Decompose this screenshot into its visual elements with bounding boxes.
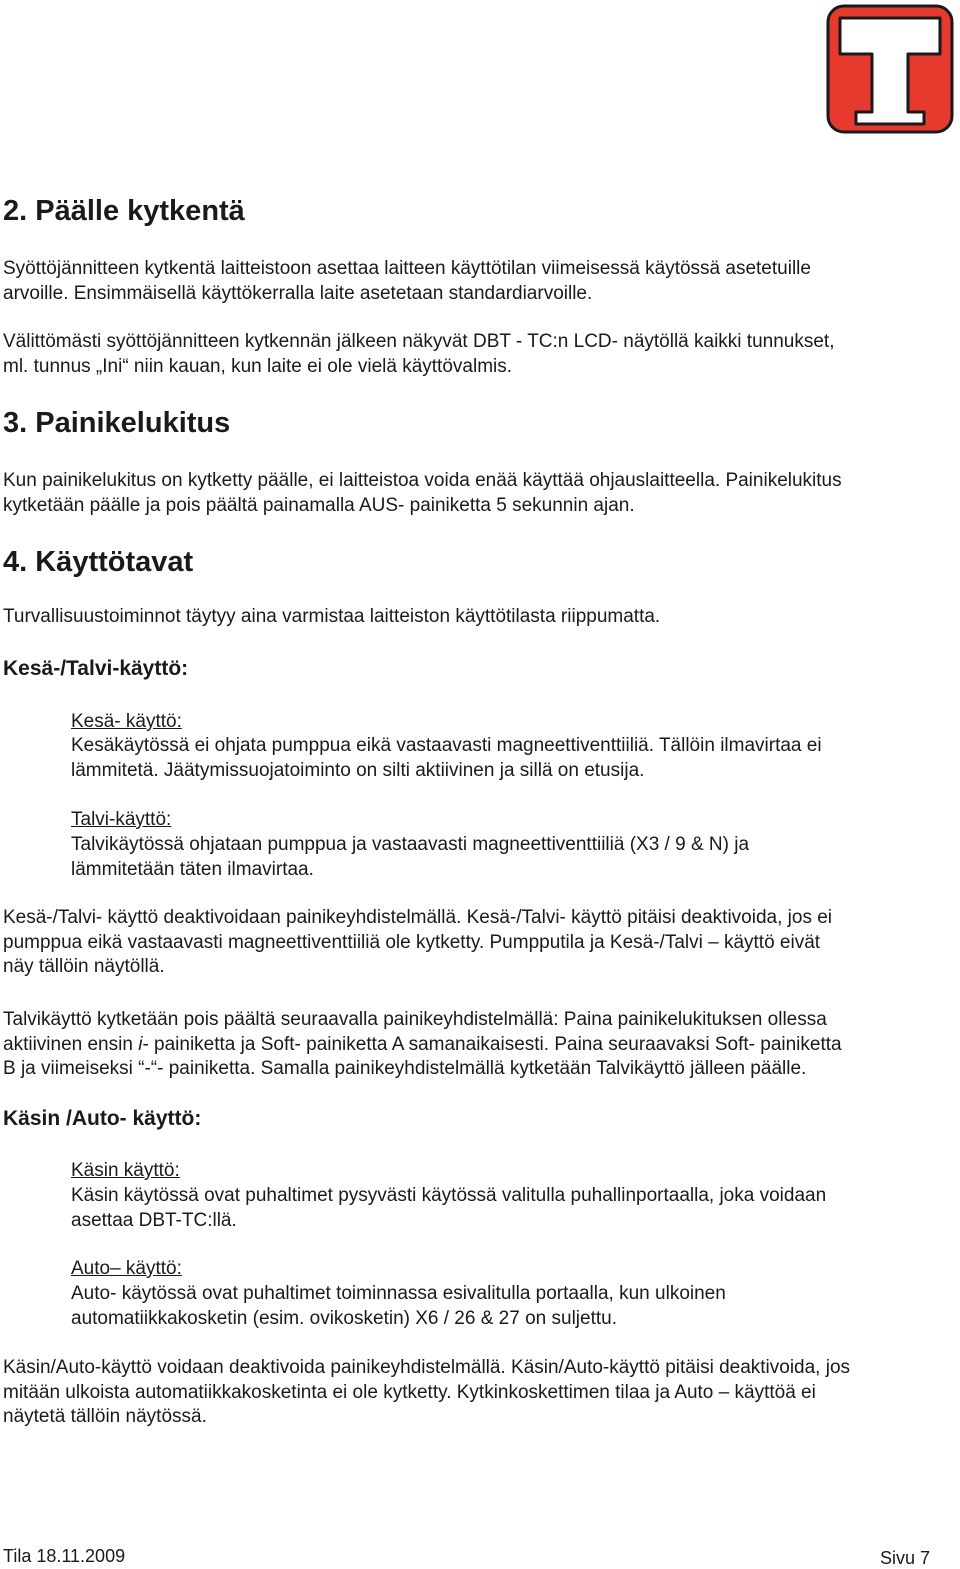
- section-2-paragraph-2: Välittömästi syöttöjännitteen kytkennän jälkeen näkyvät DBT - TC:n LCD- näytöllä kaikki tunnukset, ml. tunnus „Ini“ niin kauan, kun laite ei ole vielä käyttövalmis.: [3, 331, 835, 377]
- winter-off-paragraph: Talvikäyttö kytketään pois päältä seuraavalla painikeyhdistelmällä: Paina painikelukituksen ollessa aktiivinen ensin i- painiketta ja Soft- painiketta A samanaikaisesti. Paina seuraavaksi Soft- painiketta B ja viimeiseksi “-“- painiketta. Samalla painikeyhdistelmällä kytketään Talvikäyttö jälleen päälle.: [3, 1009, 842, 1079]
- summer-winter-heading: Kesä-/Talvi-käyttö:: [3, 657, 189, 680]
- section-2-paragraph-1: Syöttöjännitteen kytkentä laitteistoon asettaa laitteen käyttötilan viimeisessä käytössä asetetuille arvoille. Ensimmäisellä käyttökerralla laite asetetaan standardiarvoille.: [3, 258, 811, 304]
- section-4-intro: Turvallisuustoiminnot täytyy aina varmistaa laitteiston käyttötilasta riippumatta.: [3, 606, 661, 627]
- manual-mode-text: Käsin käytössä ovat puhaltimet pysyvästi käytössä valitulla puhallinportaalla, joka voidaan asettaa DBT-TC:llä.: [71, 1185, 827, 1231]
- section-3-paragraph: Kun painikelukitus on kytketty päälle, ei laitteistoa voida enää käyttää ohjauslaitteella. Painikelukitus kytketään päälle ja pois päältä painamalla AUS- painiketta 5 sekunnin ajan.: [3, 470, 842, 516]
- winter-mode-label: Talvi-käyttö:: [71, 809, 172, 830]
- manual-auto-deactivate-paragraph: Käsin/Auto-käyttö voidaan deaktivoida painikeyhdistelmällä. Käsin/Auto-käyttö pitäisi deaktivoida, jos mitään ulkoista automatiikkakosketinta ei ole kytketty. Kytkinkoskettimen tilaa ja Auto – käyttöä ei näytetä tällöin näytössä.: [3, 1357, 851, 1427]
- footer-date: Tila 18.11.2009: [3, 1546, 126, 1566]
- manual-mode-label: Käsin käyttö:: [71, 1160, 180, 1181]
- section-3-heading: 3. Painikelukitus: [3, 407, 231, 439]
- section-4-heading: 4. Käyttötavat: [3, 546, 194, 578]
- footer-page-number: Sivu 7: [880, 1548, 931, 1568]
- auto-mode-text: Auto- käytössä ovat puhaltimet toiminnassa esivalitulla portaalla, kun ulkoinen automatiikkakosketin (esim. ovikosketin) X6 / 26 & 27 on suljettu.: [71, 1283, 726, 1329]
- summer-mode-text: Kesäkäytössä ei ohjata pumppua eikä vastaavasti magneettiventtiiliä. Tällöin ilmavirtaa ei lämmitetä. Jäätymissuojatoiminto on silti aktiivinen ja sillä on etusija.: [71, 735, 822, 781]
- summer-winter-deactivate-paragraph: Kesä-/Talvi- käyttö deaktivoidaan painikeyhdistelmällä. Kesä-/Talvi- käyttö pitäisi deaktivoida, jos ei pumppua eikä vastaavasti magneettiventtiiliä ole kytketty. Pumpputila ja Kesä-/Talvi – käyttö eivät näy tällöin näytöllä.: [3, 907, 833, 977]
- auto-mode-label: Auto– käyttö:: [71, 1258, 182, 1279]
- winter-mode-text: Talvikäytössä ohjataan pumppua ja vastaavasti magneettiventtiiliä (X3 / 9 & N) ja lämmitetään täten ilmavirtaa.: [71, 834, 750, 880]
- section-2-heading: 2. Päälle kytkentä: [3, 195, 245, 227]
- company-logo-icon: [826, 4, 954, 134]
- manual-auto-heading: Käsin /Auto- käyttö:: [3, 1107, 202, 1130]
- summer-mode-label: Kesä- käyttö:: [71, 711, 182, 732]
